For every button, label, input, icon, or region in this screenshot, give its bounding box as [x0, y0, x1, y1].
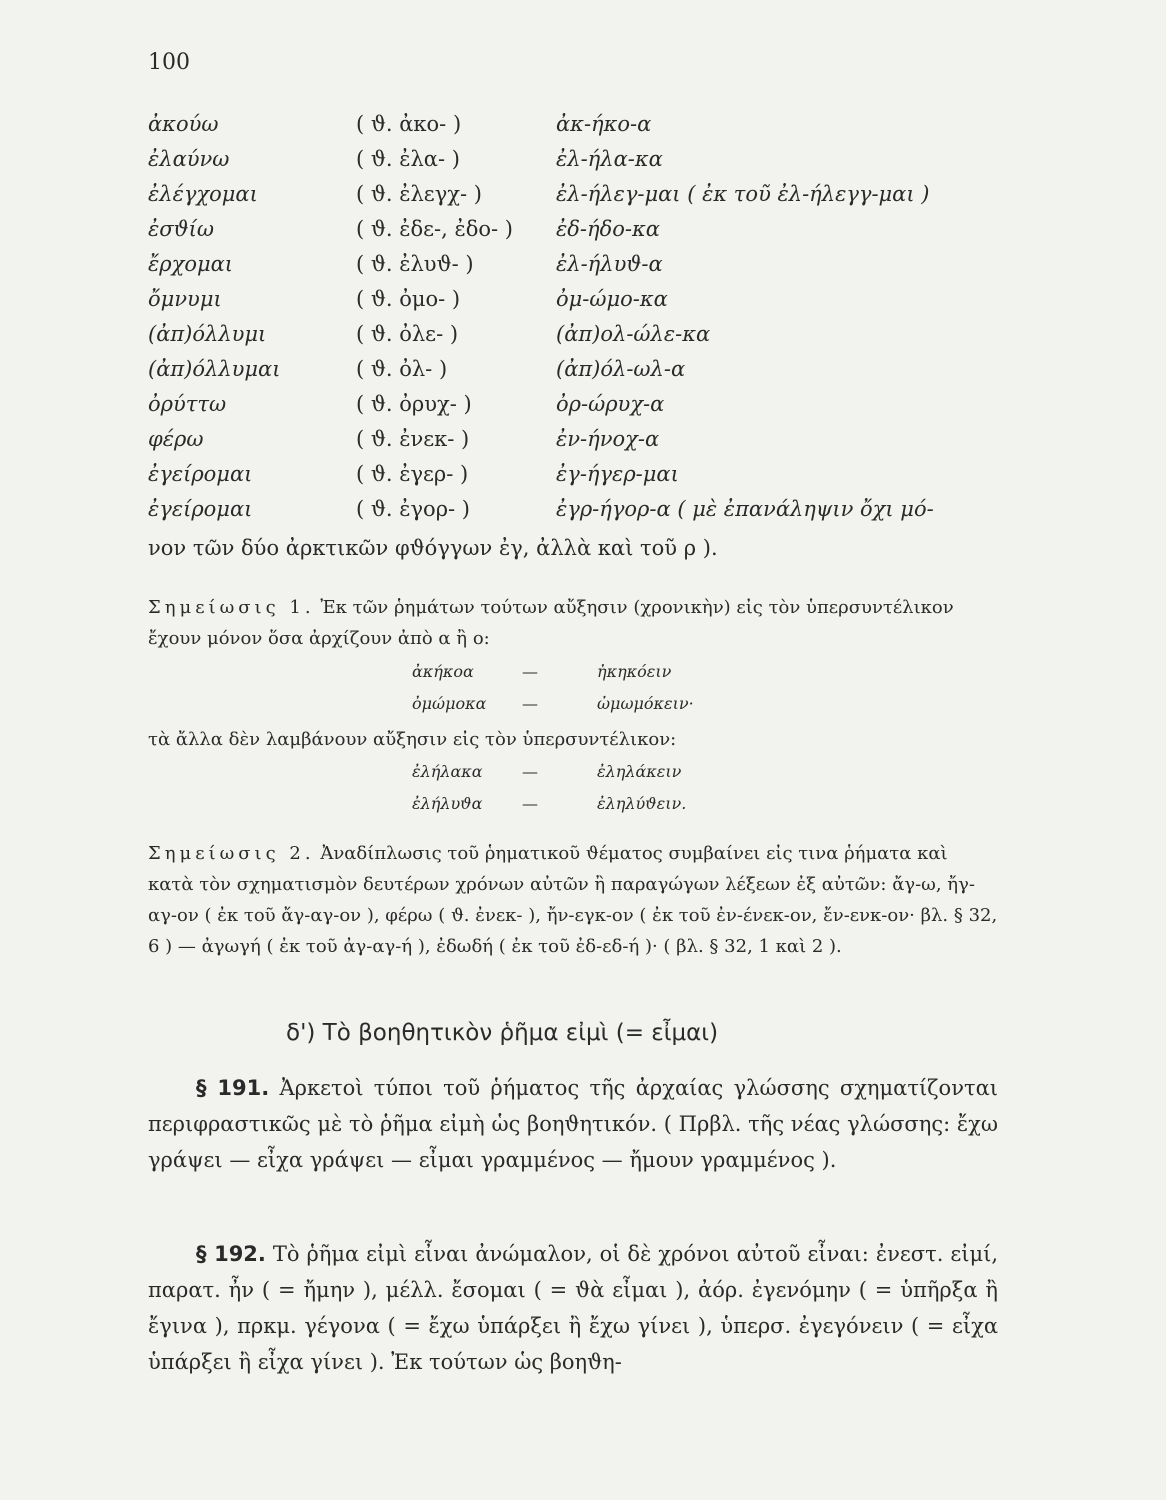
- paragraph-number: § 191.: [196, 1076, 270, 1100]
- verb-perfect: ἐδ-ήδο-κα: [556, 217, 660, 241]
- paragraph-191: [148, 1070, 998, 1178]
- verb-theme: ( ϑ. ἐλα- ): [356, 147, 460, 171]
- note-2: [148, 838, 998, 962]
- pair-left: ὀμώμοκα: [412, 694, 487, 713]
- paragraph-text: Ἀρκετοὶ τύποι τοῦ ῥήματος τῆς ἀρχαίας γλώσσης σχηματίζονται περιφραστικῶς μὲ τὸ ῥῆμα εἰμὴ ὡς βοηϑητικόν. ( Πρβλ. τῆς νέας γλώσσης: ἔχω γράψει — εἶχα γράψει — εἶμαι γραμμένος — ἤμουν γραμμένος ).: [148, 1076, 999, 1172]
- note-1-text: Ἐκ τῶν ῥημάτων τούτων αὔξησιν (χρονικὴν) εἰς τὸν ὑπερσυντέλικον ἔχουν μόνον ὅσα ἀρχίζουν ἀπὸ α ἢ ο:: [148, 597, 954, 649]
- verb-perfect: ὀρ-ώρυχ-α: [556, 392, 665, 416]
- verb-perfect: ὀμ-ώμο-κα: [556, 287, 668, 311]
- pair-dash: —: [522, 794, 538, 813]
- pair-dash: —: [522, 662, 538, 681]
- pair-dash: —: [522, 694, 538, 713]
- verb-theme: ( ϑ. ἐγερ- ): [356, 462, 469, 486]
- verb-perfect: ἐλ-ήλα-κα: [556, 147, 663, 171]
- pair-left: ἐλήλακα: [412, 762, 483, 781]
- verb-perfect: (ἀπ)ολ-ώλε-κα: [556, 322, 711, 346]
- pair-right: ἐληλύϑειν.: [597, 794, 687, 813]
- paragraph-text: Τὸ ῥῆμα εἰμὶ εἶναι ἀνώμαλον, οἱ δὲ χρόνοι αὐτοῦ εἶναι: ἐνεστ. εἰμί, παρατ. ἦν ( = ἤμην ), μέλλ. ἔσομαι ( = ϑὰ εἶμαι ), ἀόρ. ἐγενόμην ( = ὑπῆρξα ἢ ἔγινα ), πρκμ. γέγονα ( = ἔχω ὑπάρξει ἢ ἔχω γίνει ), ὑπερσ. ἐγεγόνειν ( = εἶχα ὑπάρξει ἢ εἶχα γίνει ). Ἐκ τούτων ὡς βοηϑη-: [148, 1242, 998, 1374]
- verb-present: ἐσϑίω: [148, 217, 214, 241]
- verb-present: ἔρχομαι: [148, 252, 234, 276]
- verb-theme: ( ϑ. ἐγορ- ): [356, 497, 471, 521]
- verb-present: ἀκούω: [148, 112, 219, 136]
- note-1-continuation: τὰ ἄλλα δὲν λαμβάνουν αὔξησιν εἰς τὸν ὑπερσυντέλικον:: [148, 729, 677, 750]
- verb-theme: ( ϑ. ὀρυχ- ): [356, 392, 472, 416]
- verb-present: (ἀπ)όλλυμι: [148, 322, 267, 346]
- verb-present: ἐλέγχομαι: [148, 182, 258, 206]
- verb-present: ὄμνυμι: [148, 287, 222, 311]
- verb-perfect: ἐν-ήνοχ-α: [556, 427, 660, 451]
- verb-present: (ἀπ)όλλυμαι: [148, 357, 281, 381]
- pair-right: ἐληλάκειν: [597, 762, 682, 781]
- verb-theme: ( ϑ. ἐλεγχ- ): [356, 182, 482, 206]
- continuation-line: νον τῶν δύο ἀρκτικῶν φϑόγγων ἐγ, ἀλλὰ καὶ τοῦ ρ ).: [148, 536, 718, 560]
- verb-present: ὀρύττω: [148, 392, 227, 416]
- section-heading: δ') Τὸ βοηθητικὸν ῥῆμα εἰμὶ (= εἶμαι): [286, 1020, 719, 1046]
- note-1: [148, 592, 998, 654]
- verb-perfect: ἐλ-ήλεγ-μαι ( ἐκ τοῦ ἐλ-ήλεγγ-μαι ): [556, 182, 930, 206]
- verb-present: φέρω: [148, 427, 204, 451]
- verb-perfect: ἀκ-ήκο-α: [556, 112, 652, 136]
- verb-present: ἐλαύνω: [148, 147, 230, 171]
- verb-theme: ( ϑ. ὀμο- ): [356, 287, 461, 311]
- pair-right: ὠμωμόκειν·: [597, 694, 694, 713]
- pair-dash: —: [522, 762, 538, 781]
- verb-theme: ( ϑ. ἐλυϑ- ): [356, 252, 474, 276]
- verb-theme: ( ϑ. ἐδε-, ἐδο- ): [356, 217, 513, 241]
- verb-perfect: ἐλ-ήλυϑ-α: [556, 252, 663, 276]
- pair-left: ἐλήλυϑα: [412, 794, 483, 813]
- verb-perfect: ἐγ-ήγερ-μαι: [556, 462, 679, 486]
- verb-perfect: (ἀπ)όλ-ωλ-α: [556, 357, 686, 381]
- pair-left: ἀκήκοα: [412, 662, 474, 681]
- verb-perfect: ἐγρ-ήγορ-α ( μὲ ἐπανάληψιν ὄχι μό-: [556, 497, 934, 521]
- note-2-label: Σημείωσις 2.: [148, 843, 315, 864]
- paragraph-number: § 192.: [196, 1242, 266, 1266]
- note-2-text: Ἀναδίπλωσις τοῦ ῥηματικοῦ ϑέματος συμβαίνει εἰς τινα ῥήματα καὶ κατὰ τὸν σχηματισμὸν δευτέρων χρόνων αὐτῶν ἢ παραγώγων λέξεων ἐξ αὐτῶν: ἄγ-ω, ἤγ-αγ-ον ( ἐκ τοῦ ἄγ-αγ-ον ), φέρω ( ϑ. ἐνεκ- ), ἤν-εγκ-ον ( ἐκ τοῦ ἐν-ένεκ-ον, ἔν-ενκ-ον· βλ. § 32, 6 ) — ἀγωγή ( ἐκ τοῦ ἀγ-αγ-ή ), ἐδωδή ( ἐκ τοῦ ἐδ-εδ-ή )· ( βλ. § 32, 1 καὶ 2 ).: [148, 843, 998, 957]
- verb-present: ἐγείρομαι: [148, 497, 253, 521]
- verb-theme: ( ϑ. ἀκο- ): [356, 112, 462, 136]
- verb-theme: ( ϑ. ὀλ- ): [356, 357, 448, 381]
- page-number: 100: [148, 50, 190, 75]
- verb-present: ἐγείρομαι: [148, 462, 253, 486]
- note-1-label: Σημείωσις 1.: [148, 597, 315, 618]
- paragraph-192: [148, 1236, 998, 1380]
- verb-theme: ( ϑ. ἐνεκ- ): [356, 427, 470, 451]
- verb-theme: ( ϑ. ὀλε- ): [356, 322, 459, 346]
- pair-right: ἠκηκόειν: [597, 662, 672, 681]
